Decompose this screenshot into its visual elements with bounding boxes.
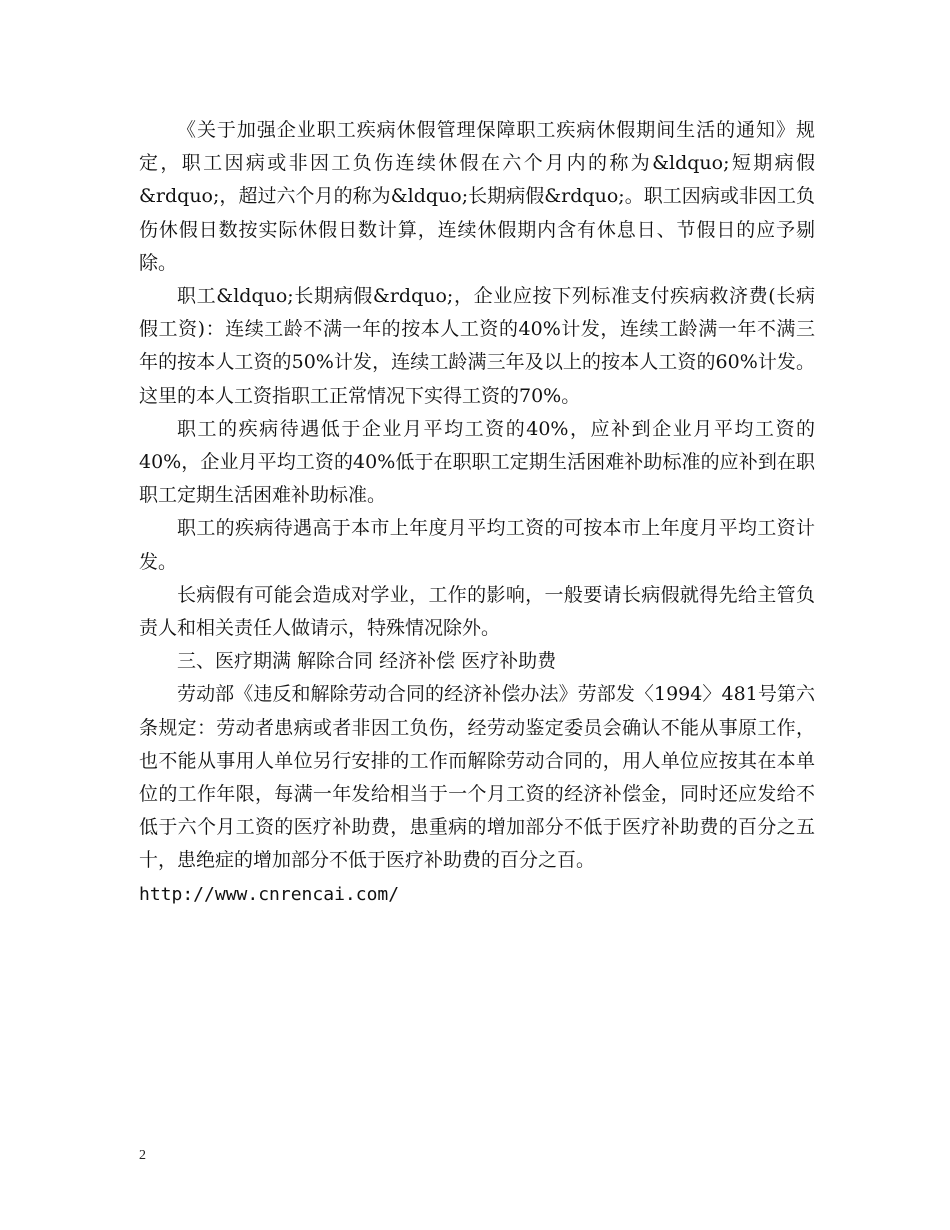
paragraph-long-sick-leave-pay: 职工&ldquo;长期病假&rdquo;，企业应按下列标准支付疾病救济费(长病假工资)：连续工龄不满一年的按本人工资的40%计发，连续工龄满一年不满三年的按本人工资的50%计发，连续工龄满三年及以上的按本人工资的60%计发。这里的本人工资指职工正常情况下实得工资的70%。 — [139, 285, 815, 407]
paragraph-minimum-benefit: 职工的疾病待遇低于企业月平均工资的40%，应补到企业月平均工资的40%，企业月平均工资的40%低于在职职工定期生活困难补助标准的应补到在职职工定期生活困难补助标准。 — [139, 417, 815, 507]
paragraph-sick-leave-notice: 《关于加强企业职工疾病休假管理保障职工疾病休假期间生活的通知》规定，职工因病或非因工负伤连续休假在六个月内的称为&ldquo;短期病假&rdquo;，超过六个月的称为&ldquo;长期病假&rdquo;。职工因病或非因工负伤休假日数按实际休假日数计算，连续休假期内含有休息日、节假日的应予剔除。 — [139, 119, 815, 274]
paragraph-compensation-rules: 劳动部《违反和解除劳动合同的经济补偿办法》劳部发〈1994〉481号第六条规定：劳动者患病或者非因工负伤，经劳动鉴定委员会确认不能从事原工作，也不能从事用人单位另行安排的工作而解除劳动合同的，用人单位应按其在本单位的工作年限，每满一年发给相当于一个月工资的经济补偿金，同时还应发给不低于六个月工资的医疗补助费，患重病的增加部分不低于医疗补助费的百分之五十，患绝症的增加部分不低于医疗补助费的百分之百。 — [139, 683, 815, 872]
paragraph-impact-note: 长病假有可能会造成对学业，工作的影响，一般要请长病假就得先给主管负责人和相关责任人做请示，特殊情况除外。 — [139, 583, 815, 640]
document-body — [139, 114, 815, 911]
section-heading-contract-termination: 三、医疗期满 解除合同 经济补偿 医疗补助费 — [177, 650, 557, 673]
page-number: 2 — [139, 1148, 146, 1163]
source-url: http://www.cnrencai.com/ — [139, 883, 400, 905]
paragraph-maximum-benefit: 职工的疾病待遇高于本市上年度月平均工资的可按本市上年度月平均工资计发。 — [139, 517, 815, 573]
